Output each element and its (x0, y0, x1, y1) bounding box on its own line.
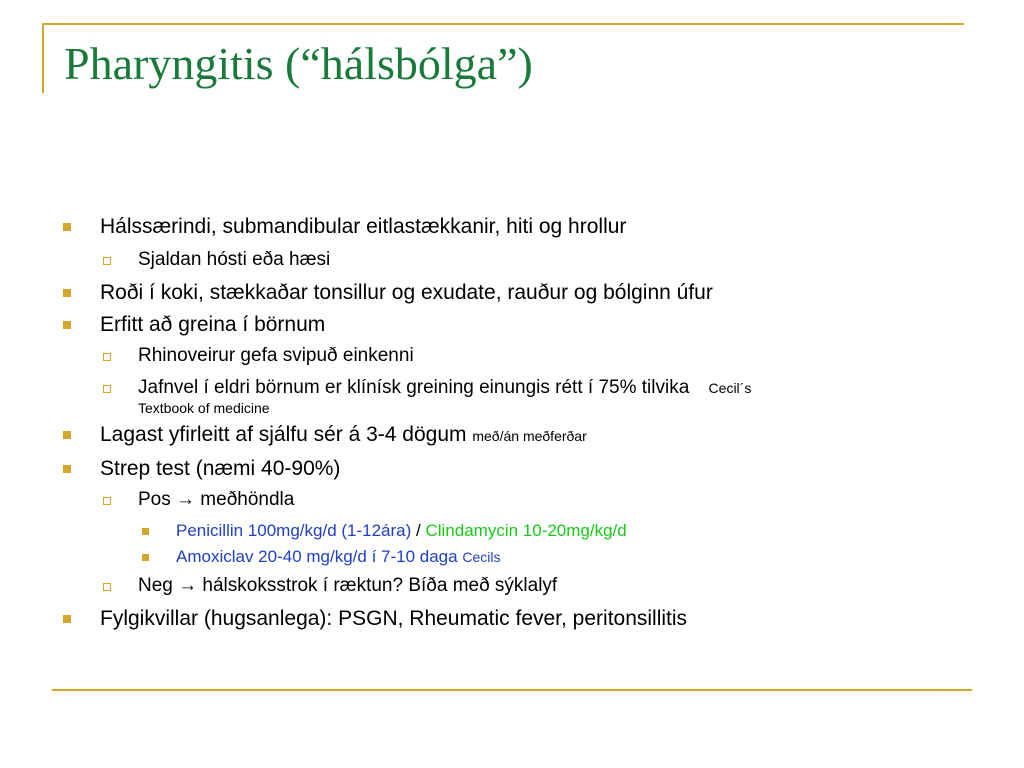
citation-continuation: Textbook of medicine (138, 400, 270, 416)
bullet-text: Erfitt að greina í börnum (100, 313, 326, 336)
left-rule (42, 23, 44, 93)
bullet-text: Strep test (næmi 40-90%) (100, 457, 341, 480)
bullet-text: Fylgikvillar (hugsanlega): PSGN, Rheumatic fever, peritonsillitis (100, 607, 688, 630)
sub-bullet-text: Rhinoveirur gefa svipuð einkenni (138, 345, 414, 366)
bullet-text: Lagast yfirleitt af sjálfu sér á 3-4 dögum (100, 423, 467, 446)
hollow-square-bullet-icon (103, 497, 111, 505)
square-bullet-icon (142, 528, 149, 535)
square-bullet-icon (63, 615, 71, 623)
bullet-note: með/án meðferðar (472, 428, 587, 444)
square-bullet-icon (63, 431, 71, 439)
hollow-square-bullet-icon (103, 385, 111, 393)
sub-bullet-item (138, 344, 414, 368)
drug-amoxiclav: Amoxiclav 20-40 mg/kg/d í 7-10 daga (176, 547, 458, 566)
citation: Cecil´s (708, 380, 752, 396)
drug-clindamycin: Clindamycin 10-20mg/kg/d (425, 521, 627, 540)
square-bullet-icon (63, 289, 71, 297)
sub-bullet-item (138, 574, 557, 598)
drug-penicillin: Penicillin 100mg/kg/d (1-12ára) (176, 521, 412, 540)
bottom-rule (52, 689, 972, 691)
hollow-square-bullet-icon (103, 257, 111, 265)
sub-bullet-item (138, 488, 294, 512)
bullet-item (100, 214, 626, 240)
separator: / (411, 521, 426, 540)
citation: Cecils (462, 549, 501, 565)
square-bullet-icon (63, 465, 71, 473)
bullet-item (100, 312, 325, 338)
square-bullet-icon (142, 554, 149, 561)
sub-bullet-text: Jafnvel í eldri börnum er klínísk greining einungis rétt í 75% tilvika (138, 377, 690, 398)
bullet-item (100, 422, 587, 449)
sub-bullet-item (138, 248, 330, 272)
sub-sub-bullet-item (176, 520, 627, 542)
bullet-item (100, 456, 340, 482)
square-bullet-icon (63, 223, 71, 231)
hollow-square-bullet-icon (103, 353, 111, 361)
bullet-text: Roði í koki, stækkaðar tonsillur og exudate, rauður og bólginn úfur (100, 281, 713, 304)
sub-bullet-item (138, 376, 751, 400)
bullet-item (100, 606, 687, 632)
top-rule (42, 23, 964, 25)
sub-bullet-text: Neg → hálskoksstrok í ræktun? Bíða með sýklalyf (138, 575, 558, 596)
slide-title: Pharyngitis (“hálsbólga”) (64, 38, 533, 89)
sub-bullet-text: Pos → meðhöndla (138, 489, 295, 510)
square-bullet-icon (63, 321, 71, 329)
sub-sub-bullet-item (176, 546, 500, 568)
hollow-square-bullet-icon (103, 583, 111, 591)
sub-bullet-text: Sjaldan hósti eða hæsi (138, 249, 331, 270)
bullet-text: Hálssærindi, submandibular eitlastækkanir, hiti og hrollur (100, 215, 627, 238)
bullet-item (100, 280, 713, 306)
